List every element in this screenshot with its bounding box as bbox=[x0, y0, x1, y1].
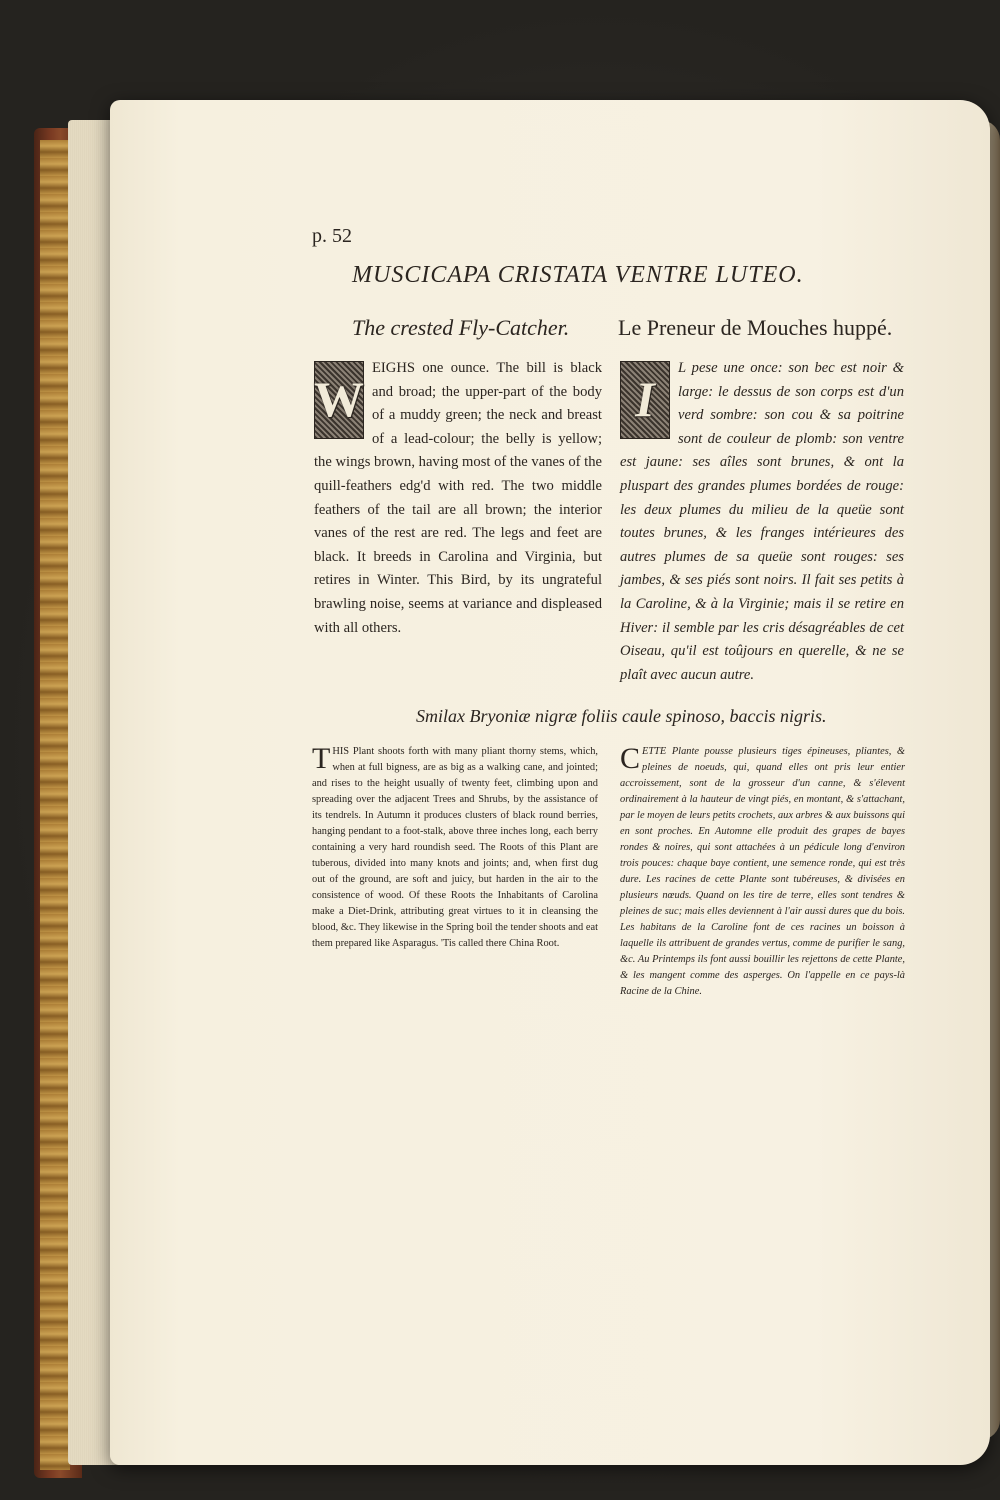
bird-heading-english: The crested Fly-Catcher. bbox=[352, 315, 570, 340]
bird-description-english bbox=[314, 357, 602, 640]
bird-description-french bbox=[620, 357, 904, 687]
plant-title: Smilax Bryoniæ nigræ foliis caule spinoso, baccis nigris. bbox=[416, 706, 827, 726]
bird-text-french: L pese une once: son bec est noir & large: le dessus de son corps est d'un verd sombre: son cou & sa poitrine sont de couleur de plomb: son ventre est jaune: ses aîles sont brunes, & ont la pluspart des grandes plumes bordées de rouge: les deux plumes du milieu de la queüe sont toutes brunes, & les franges intérieures des autres plumes de sa queüe sont rouges: ses jambes, & ses piés sont noirs. Il fait ses petits à la Caroline, & à la Virginie; mais il se retire en Hiver: il semble par les cris désagréables de cet Oiseau, qu'il est toûjours en querelle, & ne se plaît avec aucun autre. bbox=[620, 360, 904, 683]
ornamental-initial-i bbox=[620, 361, 670, 439]
bird-heading-french: Le Preneur de Mouches huppé. bbox=[618, 315, 893, 340]
page-number: p. 52 bbox=[312, 225, 352, 247]
gilt-spine-decoration bbox=[40, 140, 70, 1470]
initial-letter: I bbox=[635, 371, 655, 428]
initial-letter-c: C bbox=[620, 742, 641, 775]
plant-description-french bbox=[620, 744, 905, 1000]
plant-description-english bbox=[312, 744, 598, 952]
page-title: MUSCICAPA CRISTATA VENTRE LUTEO. bbox=[352, 262, 804, 288]
initial-letter: W bbox=[314, 371, 364, 428]
initial-letter-t: T bbox=[312, 742, 331, 775]
plant-text-french: ETTE Plante pousse plusieurs tiges épineuses, pliantes, & pleines de noeuds, qui, quand elles ont pris leur entier accroissement, sont de la grosseur d'un canne, & s'élevent ordinairement à la hauteur de vingt piés, en montant, & s'attachant, par le moyen de leurs petits crochets, aux arbres & aux buissons qui en sont proches. En Automne elle produit des grapes de bayes rondes & noires, qui sont attachées à un pédicule long d'environ trois pouces: chaque baye contient, une semence ronde, qui est très dure. Les racines de cette Plante sont tubéreuses, & divisées en plusieurs nœuds. Quand on les tire de terre, elles sont tendres & pleines de suc; mais elles deviennent à l'air aussi dures que du bois. Les habitans de la Caroline font de ces racines un boisson à laquelle ils attribuent de grandes vertus, comme de purifier le sang, &c. Au Printemps ils font aussi bouillir les rejettons de cette Plante, & les mangent comme des asperges. On l'appelle en ce pays-là Racine de la Chine. bbox=[620, 746, 905, 997]
plant-text-english: HIS Plant shoots forth with many pliant thorny stems, which, when at full bigness, are as big as a walking cane, and jointed; and rises to the height usually of twenty feet, climbing upon and spreading over the adjacent Trees and Shrubs, by the assistance of its tendrels. In Autumn it produces clusters of black round berries, hanging pendant to a foot-stalk, above three inches long, each berry containing a very hard roundish seed. The Roots of this Plant are tuberous, divided into many knots and joints; and, when first dug out of the ground, are soft and juicy, but harden in the air to the consistence of wood. Of these Roots the Inhabitants of Carolina make a Diet-Drink, attributing great virtues to it in cleansing the blood, &c. They likewise in the Spring boil the tender shoots and eat them prepared like Asparagus. 'Tis called there China Root. bbox=[312, 746, 598, 949]
bird-text-english: EIGHS one ounce. The bill is black and broad; the upper-part of the body of a muddy green; the neck and breast of a lead-colour; the belly is yellow; the wings brown, having most of the vanes of the quill-feathers edg'd with red. The two middle feathers of the tail are all brown; the interior vanes of the rest are red. The legs and feet are black. It breeds in Carolina and Virginia, but retires in Winter. This Bird, by its ungrateful brawling noise, seems at variance and displeased with all others. bbox=[314, 360, 602, 636]
ornamental-initial-w bbox=[314, 361, 364, 439]
